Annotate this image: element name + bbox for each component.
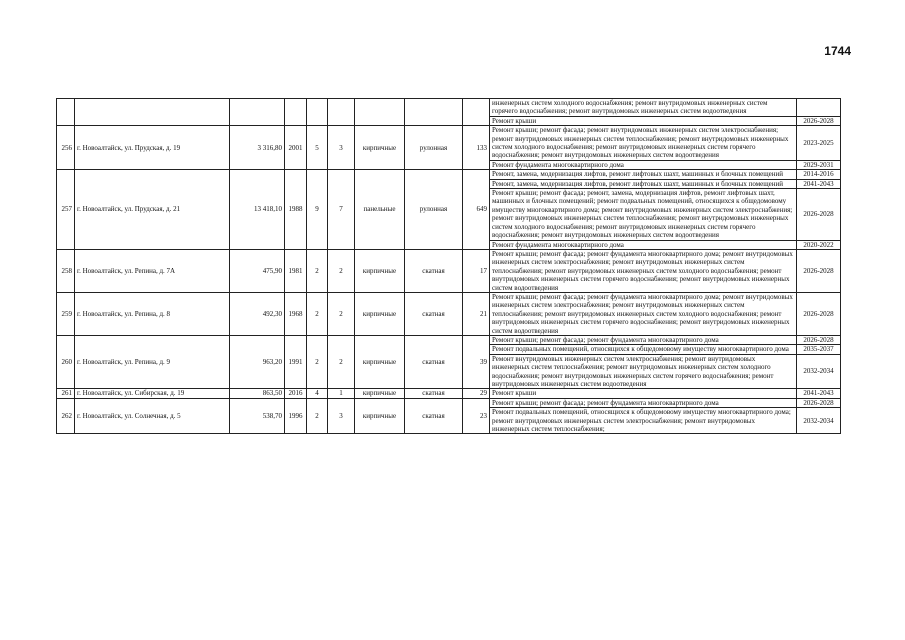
repair-work-cell: Ремонт крыши; ремонт фасада; ремонт фундамента многоквартирного дома [490,398,797,407]
entrances-cell: 1 [328,389,355,398]
repair-period-cell: 2035-2037 [797,345,841,354]
apartments-cell: 133 [463,126,490,170]
table-row [57,249,841,292]
repair-work-cell: Ремонт фундамента многоквартирного дома [490,240,797,249]
repair-work-cell: Ремонт подвальных помещений, относящихся к общедомовому имуществу многоквартирного дома; ремонт внутридомовых инженерных систем электроснабжения; ремонт внутридомовых инженерных систем теплоснабжения; [490,408,797,434]
roof-type-cell: рулонная [405,126,463,170]
year-cell: 2016 [285,389,307,398]
row-number: 260 [57,335,75,388]
repair-work-cell: Ремонт фундамента многоквартирного дома [490,160,797,169]
repair-period-cell: 2032-2034 [797,354,841,389]
floors-cell: 5 [307,126,328,170]
row-number: 262 [57,398,75,434]
roof-type-cell: скатная [405,292,463,335]
table-row [57,126,841,161]
roof-type-cell: скатная [405,249,463,292]
entrances-cell: 2 [328,249,355,292]
area-cell: 475,90 [230,249,285,292]
repair-period-cell: 2029-2031 [797,160,841,169]
address-cell: г. Новоалтайск, ул. Сибирская, д. 19 [75,389,230,398]
entrances-cell [328,99,355,126]
walls-material-cell: кирпичные [355,126,405,170]
row-number: 258 [57,249,75,292]
walls-material-cell: кирпичные [355,389,405,398]
table-body [57,99,841,434]
repair-period-cell: 2023-2025 [797,126,841,161]
address-cell: г. Новоалтайск, ул. Репина, д. 7А [75,249,230,292]
apartments-cell: 17 [463,249,490,292]
floors-cell: 2 [307,398,328,434]
address-cell [75,99,230,126]
entrances-cell: 2 [328,335,355,388]
repair-period-cell: 2041-2043 [797,179,841,188]
repair-work-cell: Ремонт крыши; ремонт фасада; ремонт, замена, модернизация лифтов, ремонт лифтовых шахт, машинных и блочных помещений; ремонт подвальных помещений, относящихся к общедомовому имуществу многоквартирного дома; ремонт внутридомовых инженерных систем электроснабжения; ремонт внутридомовых инженерных систем теплоснабжения; ремонт внутридомовых инженерных систем холодного водоснабжения; ремонт внутридомовых инженерных систем горячего водоснабжения; ремонт внутридомовых инженерных систем водоотведения [490,189,797,240]
apartments-cell: 29 [463,389,490,398]
entrances-cell: 7 [328,170,355,250]
year-cell: 1968 [285,292,307,335]
area-cell: 3 316,80 [230,126,285,170]
area-cell: 538,70 [230,398,285,434]
area-cell: 13 418,10 [230,170,285,250]
roof-type-cell: рулонная [405,170,463,250]
area-cell [230,99,285,126]
apartments-cell: 21 [463,292,490,335]
floors-cell [307,99,328,126]
floors-cell: 9 [307,170,328,250]
repair-work-cell: Ремонт, замена, модернизация лифтов, ремонт лифтовых шахт, машинных и блочных помещений [490,179,797,188]
year-cell: 1991 [285,335,307,388]
repair-work-cell: Ремонт крыши; ремонт фасада; ремонт фундамента многоквартирного дома; ремонт внутридомовых инженерных систем электроснабжения; ремонт внутридомовых инженерных систем теплоснабжения; ремонт внутридомовых инженерных систем холодного водоснабжения; ремонт внутридомовых инженерных систем горячего водоснабжения; ремонт внутридомовых инженерных систем водоотведения [490,292,797,335]
area-cell: 863,50 [230,389,285,398]
area-cell: 963,20 [230,335,285,388]
repair-work-cell: инженерных систем холодного водоснабжения; ремонт внутридомовых инженерных систем горячего водоснабжения; ремонт внутридомовых инженерных систем водоотведения [490,99,797,117]
year-cell: 1996 [285,398,307,434]
row-number [57,99,75,126]
apartments-cell [463,99,490,126]
repair-period-cell: 2026-2028 [797,335,841,344]
repair-period-cell: 2026-2028 [797,292,841,335]
table-row [57,389,841,398]
entrances-cell: 2 [328,292,355,335]
repair-period-cell: 2020-2022 [797,240,841,249]
roof-type-cell: скатная [405,389,463,398]
repair-work-cell: Ремонт крыши; ремонт фасада; ремонт фундамента многоквартирного дома [490,335,797,344]
year-cell: 1981 [285,249,307,292]
walls-material-cell: кирпичные [355,249,405,292]
table-row [57,99,841,117]
entrances-cell: 3 [328,398,355,434]
repair-period-cell: 2041-2043 [797,389,841,398]
walls-material-cell: кирпичные [355,335,405,388]
capital-repair-table [56,98,841,434]
repair-period-cell: 2032-2034 [797,408,841,434]
repair-work-cell: Ремонт подвальных помещений, относящихся к общедомовому имуществу многоквартирного дома [490,345,797,354]
apartments-cell: 39 [463,335,490,388]
roof-type-cell [405,99,463,126]
repair-period-cell [797,99,841,117]
floors-cell: 2 [307,249,328,292]
area-cell: 492,30 [230,292,285,335]
repair-work-cell: Ремонт крыши; ремонт фасада; ремонт фундамента многоквартирного дома; ремонт внутридомовых инженерных систем электроснабжения; ремонт внутридомовых инженерных систем теплоснабжения; ремонт внутридомовых инженерных систем холодного водоснабжения; ремонт внутридомовых инженерных систем горячего водоснабжения; ремонт внутридомовых инженерных систем водоотведения [490,249,797,292]
floors-cell: 2 [307,335,328,388]
roof-type-cell: скатная [405,398,463,434]
walls-material-cell: кирпичные [355,292,405,335]
table-row [57,335,841,344]
row-number: 257 [57,170,75,250]
apartments-cell: 23 [463,398,490,434]
repair-period-cell: 2026-2028 [797,116,841,125]
address-cell: г. Новоалтайск, ул. Репина, д. 8 [75,292,230,335]
repair-period-cell: 2026-2028 [797,189,841,240]
floors-cell: 4 [307,389,328,398]
repair-work-cell: Ремонт внутридомовых инженерных систем электроснабжения; ремонт внутридомовых инженерных систем теплоснабжения; ремонт внутридомовых инженерных систем холодного водоснабжения; ремонт внутридомовых инженерных систем горячего водоснабжения; ремонт внутридомовых инженерных систем водоотведения [490,354,797,389]
repair-work-cell: Ремонт крыши; ремонт фасада; ремонт внутридомовых инженерных систем электроснабжения; ремонт внутридомовых инженерных систем теплоснабжения; ремонт внутридомовых инженерных систем холодного водоснабжения; ремонт внутридомовых инженерных систем горячего водоснабжения; ремонт внутридомовых инженерных систем водоотведения [490,126,797,161]
table-row [57,170,841,179]
row-number: 259 [57,292,75,335]
repair-work-cell: Ремонт крыши [490,389,797,398]
page-number: 1744 [824,44,851,58]
table-row [57,292,841,335]
table-row [57,398,841,407]
year-cell: 1988 [285,170,307,250]
roof-type-cell: скатная [405,335,463,388]
repair-work-cell: Ремонт крыши [490,116,797,125]
row-number: 261 [57,389,75,398]
walls-material-cell: панельные [355,170,405,250]
address-cell: г. Новоалтайск, ул. Солнечная, д. 5 [75,398,230,434]
year-cell [285,99,307,126]
walls-material-cell: кирпичные [355,398,405,434]
address-cell: г. Новоалтайск, ул. Репина, д. 9 [75,335,230,388]
repair-work-cell: Ремонт, замена, модернизация лифтов, ремонт лифтовых шахт, машинных и блочных помещений [490,170,797,179]
entrances-cell: 3 [328,126,355,170]
year-cell: 2001 [285,126,307,170]
apartments-cell: 649 [463,170,490,250]
floors-cell: 2 [307,292,328,335]
walls-material-cell [355,99,405,126]
address-cell: г. Новоалтайск, ул. Прудская, д. 19 [75,126,230,170]
repair-period-cell: 2014-2016 [797,170,841,179]
address-cell: г. Новоалтайск, ул. Прудская, д. 21 [75,170,230,250]
repair-period-cell: 2026-2028 [797,398,841,407]
repair-period-cell: 2026-2028 [797,249,841,292]
row-number: 256 [57,126,75,170]
